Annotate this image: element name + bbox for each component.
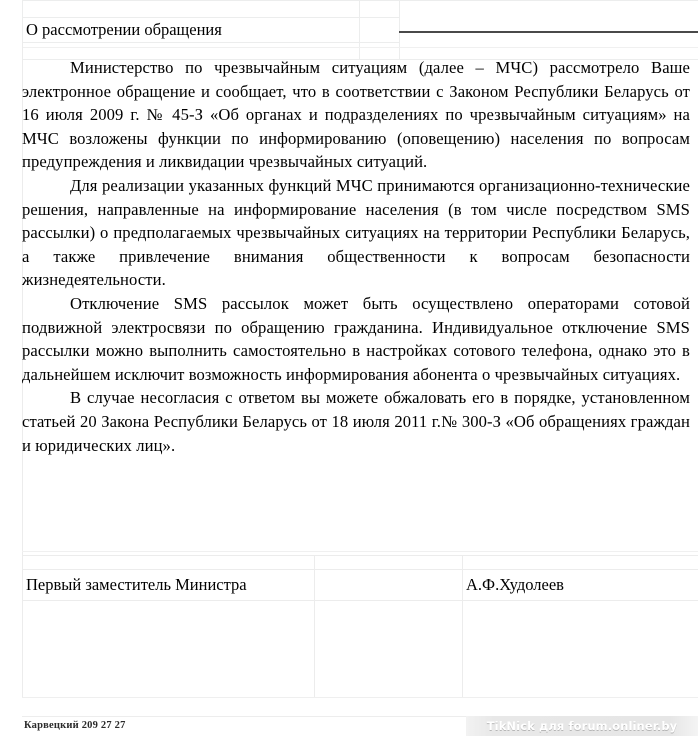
header-cell-blank-mid-2 bbox=[360, 18, 400, 43]
header-cell-addressee bbox=[400, 1, 698, 60]
signature-tail-row bbox=[23, 601, 698, 698]
subject-line: О рассмотрении обращения bbox=[23, 18, 360, 43]
signature-table bbox=[22, 555, 698, 698]
signature-mark-cell bbox=[315, 570, 463, 601]
signature-tail-cell-left bbox=[23, 601, 315, 698]
header-table bbox=[22, 0, 698, 60]
signature-tail-cell-right bbox=[463, 601, 698, 698]
body-paragraph: Министерство по чрезвычайным ситуациям (далее – МЧС) рассмотрело Ваше электронное обращение и сообщает, что в соответствии с Законом Республики Беларусь от 16 июля 2009 г. № 45-З «Об органах и подразделениях по чрезвычайным ситуациям» на МЧС возложены функции по информированию (оповещению) населения по вопросам предупреждения и ликвидации чрезвычайных ситуаций. bbox=[22, 58, 690, 172]
body-paragraph: В случае несогласия с ответом вы можете обжаловать его в порядке, установленном статьей 20 Закона Республики Беларусь от 18 июля 2011 г.№ 300-З «Об обращениях граждан и юридических лиц». bbox=[22, 388, 690, 455]
watermark-band bbox=[466, 716, 698, 736]
signature-spacer-cell-right bbox=[463, 556, 698, 570]
header-cell-blank-mid bbox=[360, 1, 400, 18]
signatory-position: Первый заместитель Министра bbox=[23, 570, 315, 601]
signature-spacer-cell-mid bbox=[315, 556, 463, 570]
signature-spacer-cell-left bbox=[23, 556, 315, 570]
signature-tail-cell-mid bbox=[315, 601, 463, 698]
body-frame-bottom-border bbox=[22, 551, 698, 552]
header-spacer-row bbox=[23, 1, 698, 18]
signature-row bbox=[23, 570, 698, 601]
letter-body bbox=[22, 56, 690, 457]
header-cell-blank-left bbox=[23, 1, 360, 18]
watermark-text: TikNick для forum.onliner.by bbox=[486, 719, 678, 733]
body-frame-top-border bbox=[22, 47, 698, 48]
executor-contact: Карвецкий 209 27 27 bbox=[24, 720, 126, 731]
body-paragraph: Для реализации указанных функций МЧС принимаются организационно-технические решения, направленные на информирование населения (в том числе посредством SMS рассылки) о предполагаемых чрезвычайных ситуациях на территории Республики Беларусь, а также привлечение внимания общественности к вопросам безопасности жизнедеятельности. bbox=[22, 175, 690, 290]
signatory-name: А.Ф.Худолеев bbox=[463, 570, 698, 601]
addressee-underline-rule bbox=[399, 31, 698, 33]
signature-spacer-row bbox=[23, 556, 698, 570]
body-paragraph: Отключение SMS рассылок может быть осуществлено операторами сотовой подвижной электросвязи по обращению гражданина. Индивидуальное отключение SMS рассылки можно выполнить самостоятельно в настройках сотового телефона, однако это в дальнейшем исключит возможность информирования абонента о чрезвычайных ситуациях. bbox=[22, 293, 690, 384]
